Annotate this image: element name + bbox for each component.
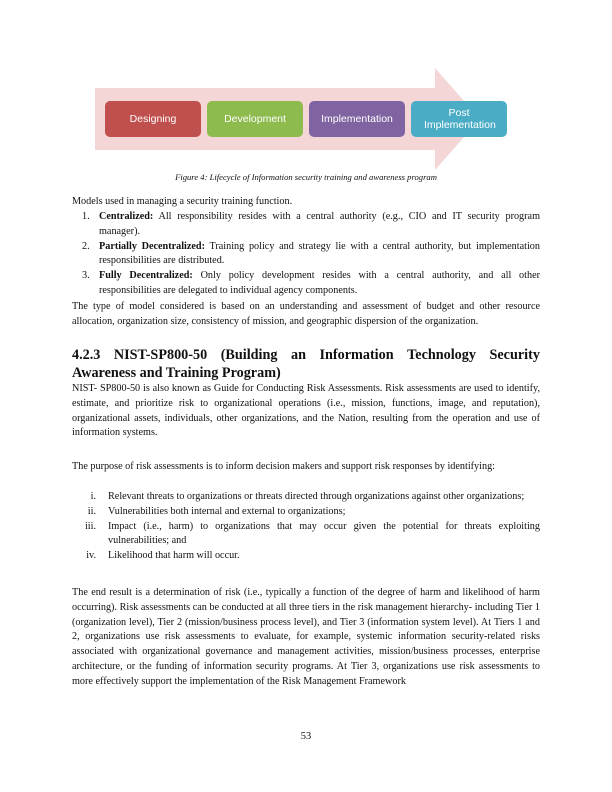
- model-term: Fully Decentralized:: [99, 270, 193, 282]
- list-item: [72, 549, 540, 564]
- models-intro: Models used in managing a security training function.: [72, 196, 293, 207]
- model-description: Only policy development resides with a central authority, and all other responsibilities are delegated to individual agency components.: [99, 270, 540, 296]
- purposes-list: [72, 490, 540, 564]
- stage-designing: Designing: [105, 101, 201, 137]
- list-text: Relevant threats to organizations or threats directed through organizations against other organizations;: [108, 491, 525, 502]
- list-item: [72, 210, 540, 240]
- list-item: [72, 269, 540, 299]
- list-number: i.: [90, 491, 96, 502]
- heading-word: Technology: [407, 347, 476, 363]
- model-description: All responsibility resides with a central authority (e.g., CIO and IT security program manager).: [99, 211, 540, 237]
- paragraph-purpose: The purpose of risk assessments is to inform decision makers and support risk responses by identifying:: [72, 461, 496, 472]
- model-term: Centralized:: [99, 211, 154, 222]
- section-heading-line1: [72, 346, 540, 364]
- list-item: [72, 490, 540, 505]
- heading-word: an: [291, 347, 306, 363]
- list-number: iv.: [86, 550, 96, 562]
- list-number: 3.: [82, 270, 90, 282]
- stage-post-implementation-label: Post Implementation: [424, 107, 496, 131]
- list-item: [72, 240, 540, 270]
- list-text: Likelihood that harm will occur.: [108, 550, 240, 562]
- list-item: [72, 520, 540, 550]
- list-text: Impact (i.e., harm) to organizations that may occur given the potential for threats exploiting vulnerabilities; and: [108, 520, 540, 547]
- figure-caption: Figure 4: Lifecycle of Information security training and awareness program: [175, 172, 437, 182]
- heading-word: NIST-SP800-50: [113, 347, 208, 363]
- model-description: Training policy and strategy lie with a central authority, but implementation responsibilities are distributed.: [99, 240, 540, 267]
- page-number: 53: [300, 731, 312, 742]
- section-heading-line2: Awareness and Training Program): [72, 365, 281, 381]
- heading-word: (Building: [220, 347, 278, 363]
- heading-word: Information: [319, 347, 394, 363]
- lifecycle-figure: [95, 68, 525, 173]
- heading-word: 4.2.3: [72, 347, 101, 363]
- paragraph-nist-overview: NIST- SP800-50 is also known as Guide for Conducting Risk Assessments. Risk assessments are used to identify, estimate, and prioritize risk to organizational operations (i.e., mission, functions, image, and reputation), organizational assets, individuals, other organizations, and the Nation, resulting from the operation and use of information systems.: [72, 383, 540, 439]
- stage-development: Development: [207, 101, 303, 137]
- list-item: [72, 505, 540, 520]
- models-list: [72, 210, 540, 299]
- section-heading: [72, 346, 540, 382]
- list-number: 2.: [82, 240, 90, 252]
- paragraph-end-result: The end result is a determination of risk (i.e., typically a function of the degree of harm and likelihood of harm occurring). Risk assessments can be conducted at all three tiers in the risk management hierarchy- including Tier 1 (organization level), Tier 2 (mission/business process level), and Tier 3 (information system level). At Tiers 1 and 2, organizations use risk assessments to evaluate, for example, systemic information security-related risks associated with organizational governance and management activities, mission/business processes, enterprise architecture, or the funding of information security programs. At Tier 3, organizations use risk assessments to more effectively support the implementation of the Risk Management Framework: [72, 587, 540, 687]
- model-note: The type of model considered is based on an understanding and assessment of budget and other resource allocation, organization size, consistency of mission, and geographic dispersion of the organization.: [72, 301, 540, 327]
- list-text: Vulnerabilities both internal and external to organizations;: [108, 505, 346, 517]
- heading-word: Security: [489, 347, 540, 363]
- list-number: iii.: [84, 520, 96, 532]
- model-term: Partially Decentralized:: [99, 240, 205, 252]
- list-number: ii.: [87, 505, 96, 517]
- list-number: 1.: [82, 211, 90, 222]
- stage-post-implementation: [411, 101, 507, 137]
- stage-implementation: Implementation: [309, 101, 405, 137]
